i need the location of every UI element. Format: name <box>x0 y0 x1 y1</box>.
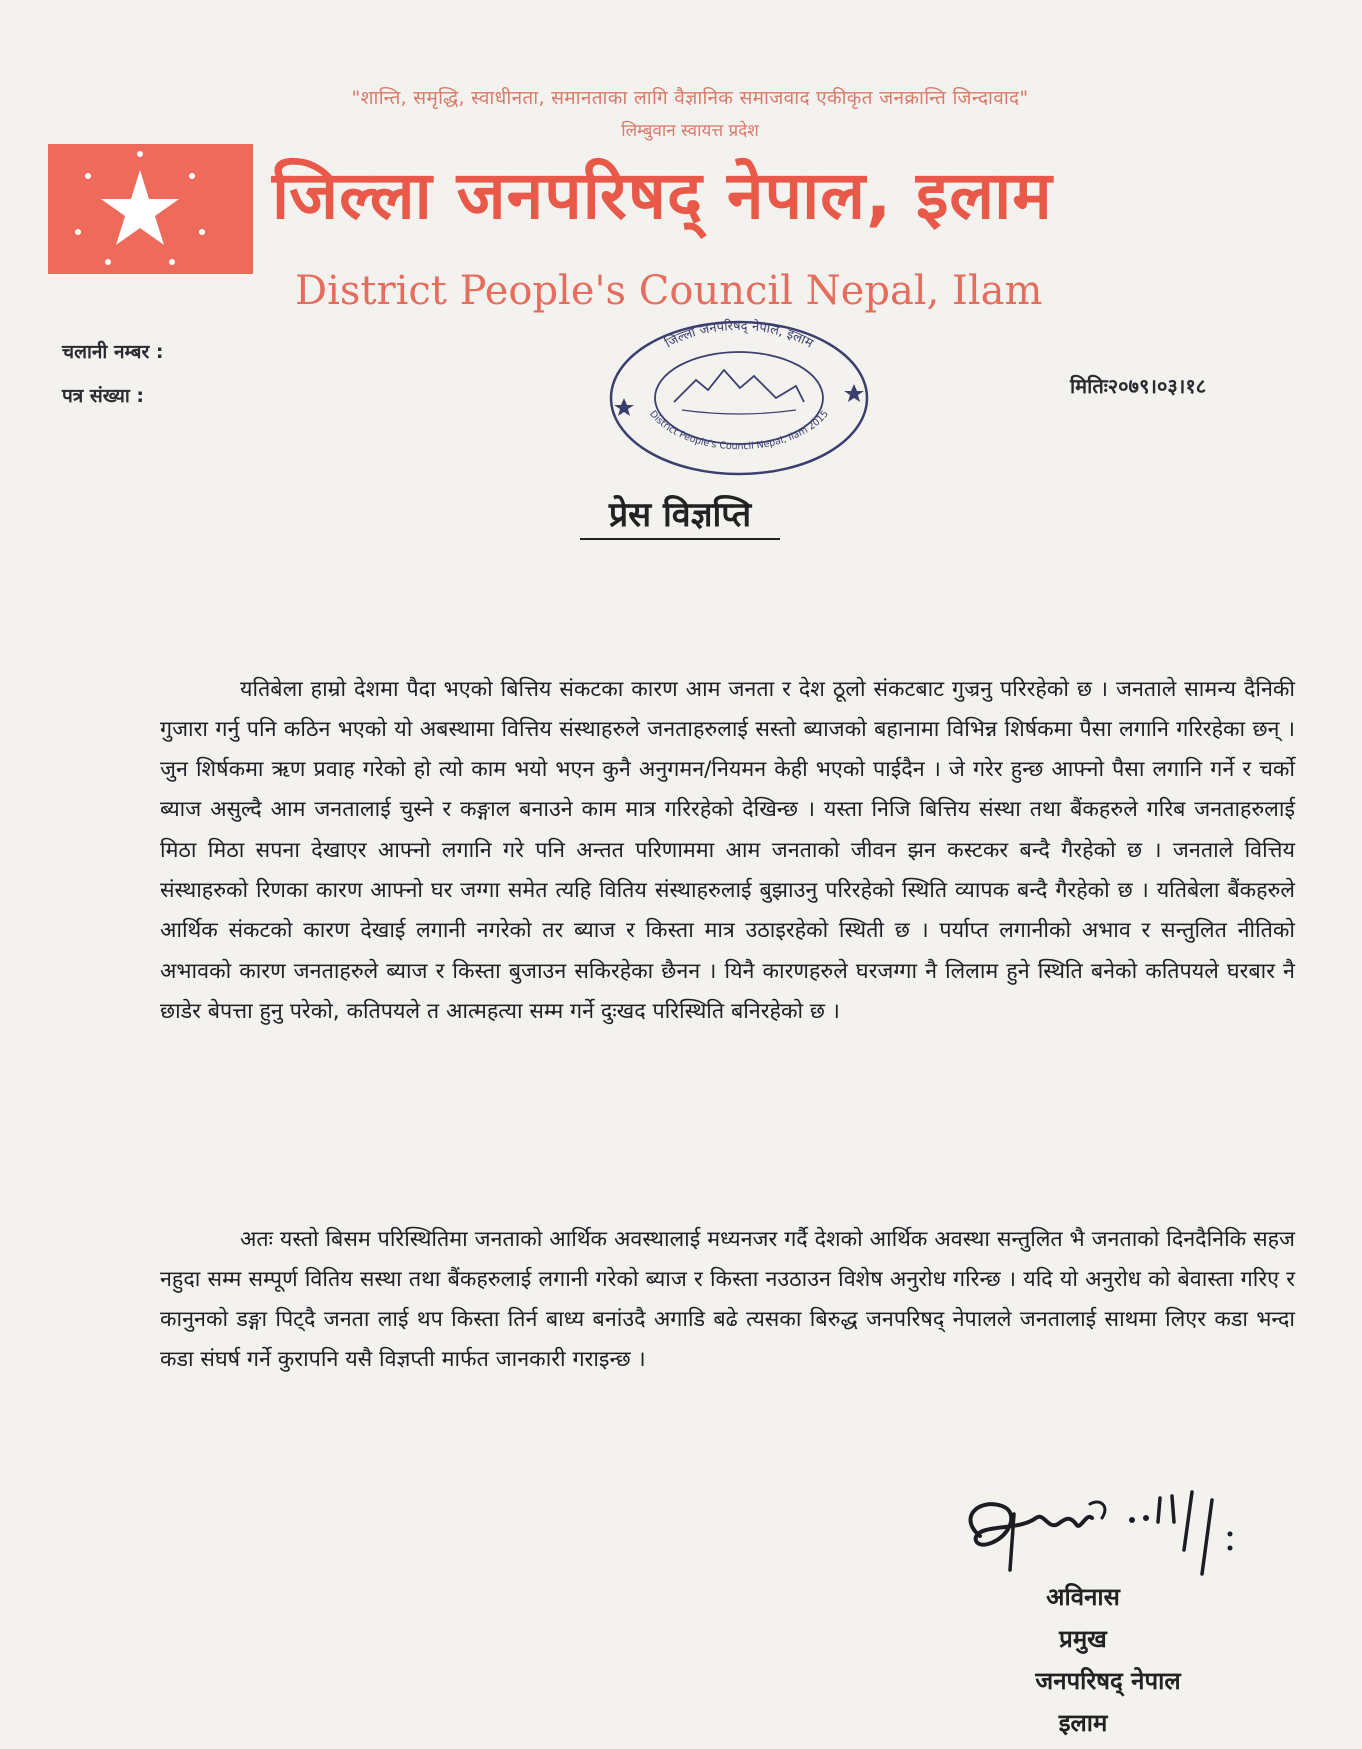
signatory-organization: जनपरिषद् नेपाल <box>1035 1667 1181 1695</box>
handwritten-signature <box>940 1478 1280 1592</box>
star-icon <box>48 144 253 274</box>
document-title: प्रेस विज्ञप्ति <box>580 490 780 540</box>
svg-text:जिल्ला जनपरिषद् नेपाल, इलाम <box>662 318 816 352</box>
date: मितिः२०७९।०३।१८ <box>1070 374 1207 398</box>
chalani-number-label: चलानी नम्बर : <box>62 341 164 363</box>
party-flag-logo <box>48 144 253 274</box>
svg-text:District People's Council Nepa <box>647 409 831 453</box>
official-seal <box>604 318 874 482</box>
body-paragraph: यतिबेला हाम्रो देशमा पैदा भएको बित्तिय संकटका कारण आम जनता र देश ठूलो संकटबाट गुज्रनु परिरहेको छ । जनताले सामन्य दैनिकी गुजारा गर्नु पनि कठिन भएको यो अबस्थामा वित्तिय संस्थाहरुले जनताहरुलाई सस्तो ब्याजको बहानामा विभिन्न शिर्षकमा पैसा लगानि गरिरहेका छन् । जुन शिर्षकमा ऋण प्रवाह गरेको हो त्यो काम भयो भएन कुनै अनुगमन/नियमन केही भएको पाईदैन । जे गरेर हुन्छ आफ्नो पैसा लगानि गर्ने र चर्को ब्याज असुल्दै आम जनतालाई चुस्ने र कङ्गाल बनाउने काम मात्र गरिरहेको देखिन्छ । यस्ता निजि बित्तिय संस्था तथा बैंकहरुले गरिब जनताहरुलाई मिठा मिठा सपना देखाएर आफ्नो लगानि गरे पनि अन्तत परिणाममा आम जनताको जीवन झन कस्टकर बन्दै गैरहेको छ । जनताले वित्तिय संस्थाहरुको रिणका कारण आफ्नो घर जग्गा समेत त्यहि वितिय संस्थाहरुलाई बुझाउनु परिरहेको स्थिति व्यापक बन्दै गैरहेको छ । यतिबेला बैंकहरुले आर्थिक संकटको कारण देखाई लगानी नगरेको तर ब्याज र किस्ता मात्र उठाइरहेको स्थिती छ । पर्याप्त लगानीको अभाव र सन्तुलित नीतिको अभावको कारण जनताहरुले ब्याज र किस्ता बुजाउन सकिरहेका छैनन । यिनै कारणहरुले घरजग्गा नै लिलाम हुने स्थिति बनेको कतिपयले घरबार नै छाडेर बेपत्ता हुनु परेको, कतिपयले त आत्महत्या सम्म गर्ने दुःखद परिस्थिति बनिरहेको छ । <box>160 676 1295 1024</box>
star-icon <box>614 398 634 416</box>
letter-number-label: पत्र संख्या : <box>62 385 145 407</box>
seal-bottom-text: District People's Council Nepal, Ilam 2015 <box>647 408 831 453</box>
org-name-nepali: जिल्ला जनपरिषद् नेपाल, इलाम <box>272 157 1053 234</box>
signatory-name: अविनास <box>1046 1583 1120 1611</box>
seal-top-text: जिल्ला जनपरिषद् नेपाल, इलाम <box>662 318 816 352</box>
signatory-place: इलाम <box>1058 1709 1108 1737</box>
province-name: लिम्बुवान स्वायत्त प्रदेश <box>621 121 759 141</box>
body-paragraph: अतः यस्तो बिसम परिस्थितिमा जनताको आर्थिक अवस्थालाई मध्यनजर गर्दै देशको आर्थिक अवस्था सन्तुलित भै जनताको दिनदैनिकि सहज नहुदा सम्म सम्पूर्ण वितिय सस्था तथा बैंकहरुलाई लगानी गरेको ब्याज र किस्ता नउठाउन विशेष अनुरोध गरिन्छ । यदि यो अनुरोध को बेवास्ता गरिए र कानुनको डङ्गा पिट्दै जनता लाई थप किस्ता तिर्न बाध्य बनांउदै अगाडि बढे त्यसका बिरुद्ध जनपरिषद् नेपालले जनतालाई साथमा लिएर कडा भन्दा कडा संघर्ष गर्ने कुरापनि यसै विज्ञप्ती मार्फत जानकारी गराइन्छ । <box>160 1226 1295 1373</box>
org-name-english: District People's Council Nepal, Ilam <box>295 268 1043 314</box>
slogan: "शान्ति, समृद्धि, स्वाधीनता, समानताका लागि वैज्ञानिक समाजवाद एकीकृत जनक्रान्ति जिन्दावाद" <box>351 87 1029 109</box>
mountain-icon <box>674 370 804 402</box>
signatory-role: प्रमुख <box>1059 1625 1107 1653</box>
star-icon <box>844 384 864 402</box>
